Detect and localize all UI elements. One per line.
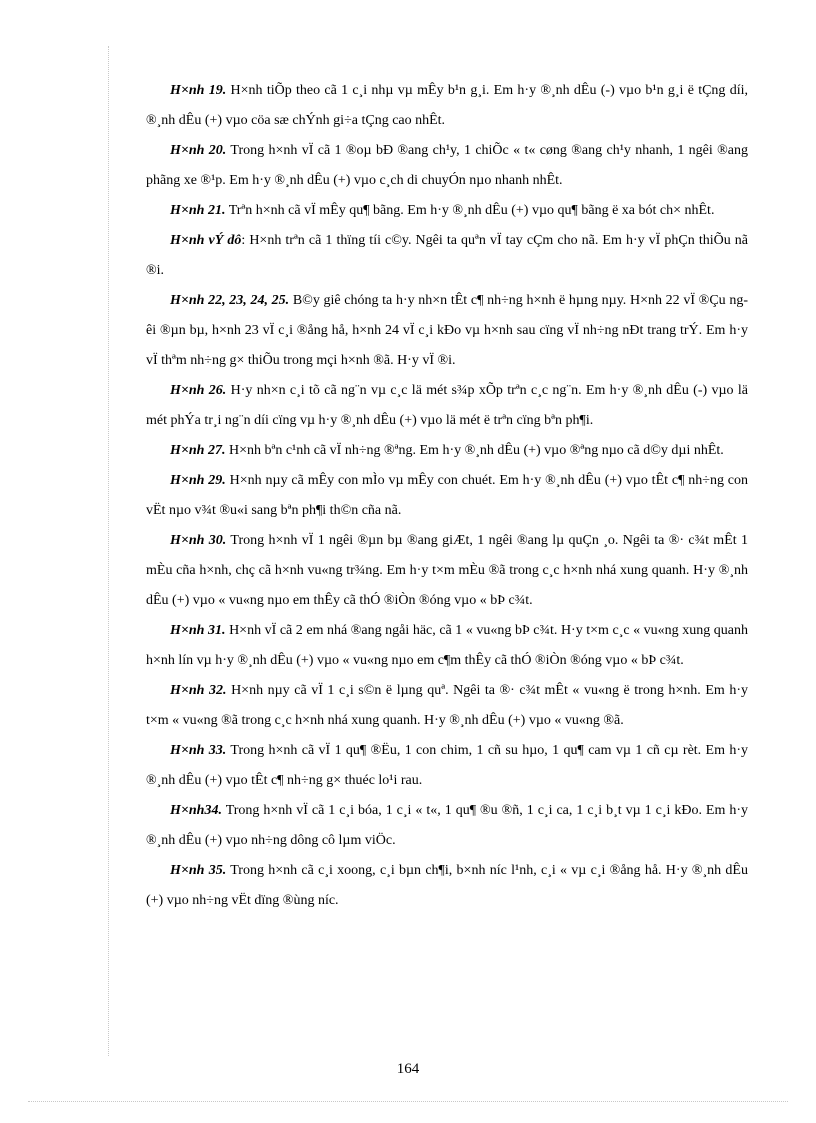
paragraph-text: Trªn h×nh cã vÏ mÊy qu¶ bãng. Em h·y ®¸nh dÊu (+) vµo qu¶ bãng ë xa bót ch× nhÊt. [228,203,715,218]
figure-label: H×nh 22, 23, 24, 25. [170,293,290,308]
figure-label: H×nh 27. [170,443,226,458]
paragraph-hinh-19 [146,76,748,136]
paragraph-text: B©y giê chóng ta h·y nh×n tÊt c¶ nh÷ng h×nh ë hµng nµy. H×nh 22 vÏ ®Çu ngêi ®µn bµ, h×nh 23 vÏ c¸i ®ång hå, h×nh 24 vÏ c¸i kÐo vµ h×nh sau cïng vÏ nh÷ng nÐt trang trÝ. Em h·y vÏ thªm nh÷ng g× thiÕu trong mçi h×nh ®ã. H·y vÏ ®i. [146,293,748,368]
body-text [146,76,748,916]
paragraph-hinh-33 [146,736,748,796]
paragraph-hinh-vi-du [146,226,748,286]
paragraph-hinh-31 [146,616,748,676]
page-border-bottom [28,1101,788,1102]
figure-label: H×nh34. [170,803,222,818]
paragraph-text: Trong h×nh vÏ 1 ngêi ®µn bµ ®ang giÆt, 1 ngêi ®ang lµ quÇn ¸o. Ngêi ta ®· c¾t mÊt 1 mÈu cña h×nh, chç cã h×nh vu«ng tr¾ng. Em h·y t×m mÈu ®ã trong c¸c h×nh nhá xung quanh. H·y ®¸nh dÊu (+) vµo « vu«ng nµo em thÊy cã thÓ ®iÒn ®óng vµo « bÞ c¾t. [146,533,748,608]
page-border-left [108,46,109,1056]
figure-label: H×nh 35. [170,863,227,878]
figure-label: H×nh 20. [170,143,227,158]
paragraph-hinh-26 [146,376,748,436]
paragraph-hinh-32 [146,676,748,736]
paragraph-text: H×nh nµy cã mÊy con mÌo vµ mÊy con chuét. Em h·y ®¸nh dÊu (+) vµo tÊt c¶ nh÷ng con vËt nµo v¾t ®u«i sang bªn ph¶i th©n cña nã. [146,473,749,518]
figure-label: H×nh 26. [170,383,227,398]
paragraph-text: H·y nh×n c¸i tõ cã ng¨n vµ c¸c lä mét s¾p xÕp trªn c¸c ng¨n. Em h·y ®¸nh dÊu (-) vµo lä mét phÝa tr¸i ng¨n díi cïng vµ h·y ®¸nh dÊu (+) vµo lä mét ë trªn cïng bªn ph¶i. [146,383,748,428]
paragraph-hinh-22-25 [146,286,748,376]
paragraph-text: H×nh vÏ cã 2 em nhá ®ang ngåi häc, cã 1 « vu«ng bÞ c¾t. H·y t×m c¸c « vu«ng xung quanh h×nh lín vµ h·y ®¸nh dÊu (+) vµo « vu«ng nµo em c¶m thÊy cã thÓ ®iÒn ®óng vµo « bÞ c¾t. [146,623,748,668]
paragraph-text: H×nh nµy cã vÏ 1 c¸i s©n ë lµng quª. Ngêi ta ®· c¾t mÊt « vu«ng ë trong h×nh. Em h·y t×m « vu«ng ®ã trong c¸c h×nh nhá xung quanh. H·y ®¸nh dÊu (+) vµo « vu«ng ®ã. [146,683,748,728]
paragraph-hinh-27 [146,436,748,466]
paragraph-hinh-35 [146,856,748,916]
paragraph-text: : H×nh trªn cã 1 thïng tíi c©y. Ngêi ta quªn vÏ tay cÇm cho nã. Em h·y vÏ phÇn thiÕu nã ®i. [146,233,748,278]
paragraph-text: Trong h×nh cã c¸i xoong, c¸i bµn ch¶i, b×nh níc l¹nh, c¸i « vµ c¸i ®ång hå. H·y ®¸nh dÊu (+) vµo nh÷ng vËt dïng ®ùng níc. [146,863,748,908]
figure-label: H×nh 31. [170,623,226,638]
page-number: 164 [396,1061,420,1077]
figure-label: H×nh vÝ dô [170,233,242,248]
figure-label: H×nh 29. [170,473,226,488]
paragraph-text: H×nh tiÕp theo cã 1 c¸i nhµ vµ mÊy b¹n g¸i. Em h·y ®¸nh dÊu (-) vµo b¹n g¸i ë tÇng díi, ®¸nh dÊu (+) vµo cöa sæ chÝnh gi÷a tÇng cao nhÊt. [146,83,749,128]
paragraph-text: Trong h×nh vÏ cã 1 ®oµ bÐ ®ang ch¹y, 1 chiÕc « t« cøng ®ang ch¹y nhanh, 1 ngêi ®ang phãng xe ®¹p. Em h·y ®¸nh dÊu (+) vµo c¸ch di chuyÓn nµo nhanh nhÊt. [146,143,748,188]
paragraph-text: Trong h×nh vÏ cã 1 c¸i bóa, 1 c¸i « t«, 1 qu¶ ®u ®ñ, 1 c¸i ca, 1 c¸i b¸t vµ 1 c¸i kÐo. Em h·y ®¸nh dÊu (+) vµo nh÷ng dông cô lµm viÖc. [146,803,749,848]
figure-label: H×nh 33. [170,743,227,758]
paragraph-hinh-20 [146,136,748,196]
paragraph-hinh-29 [146,466,748,526]
paragraph-text: Trong h×nh cã vÏ 1 qu¶ ®Ëu, 1 con chim, 1 cñ su hµo, 1 qu¶ cam vµ 1 cñ cµ rèt. Em h·y ®¸nh dÊu (+) vµo tÊt c¶ nh÷ng g× thuéc lo¹i rau. [146,743,748,788]
paragraph-hinh-30 [146,526,748,616]
figure-label: H×nh 21. [170,203,226,218]
paragraph-hinh-34 [146,796,748,856]
paragraph-text: H×nh bªn c¹nh cã vÏ nh÷ng ®ªng. Em h·y ®¸nh dÊu (+) vµo ®ªng nµo cã d©y dµi nhÊt. [228,443,724,458]
paragraph-hinh-21 [146,196,748,226]
figure-label: H×nh 19. [170,83,227,98]
figure-label: H×nh 30. [170,533,227,548]
figure-label: H×nh 32. [170,683,227,698]
